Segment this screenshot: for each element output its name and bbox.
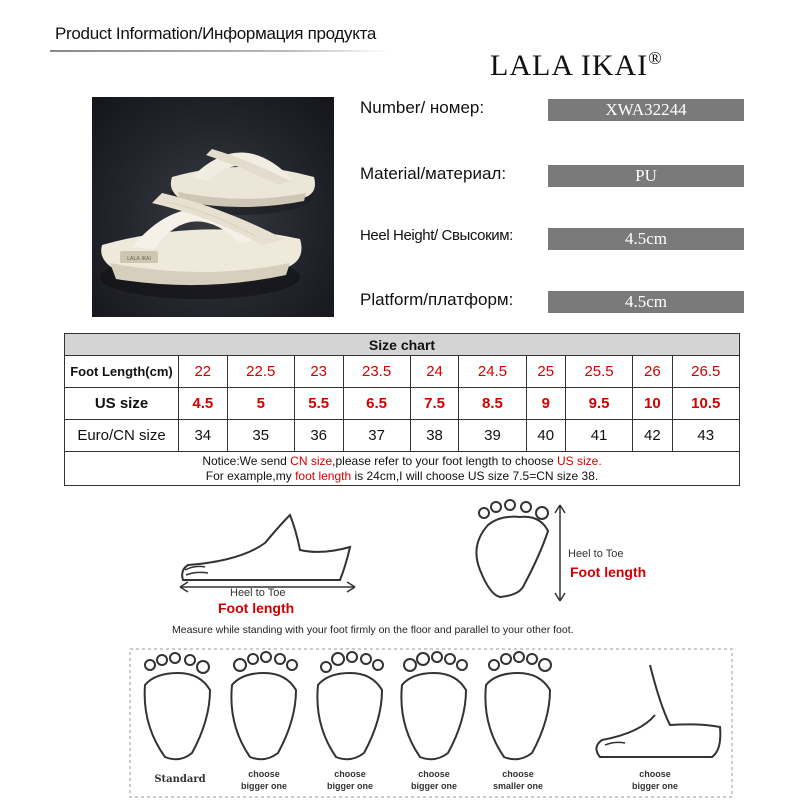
label-standard: Standard — [154, 774, 206, 785]
size-notice — [65, 452, 740, 486]
notice-highlight: foot length — [295, 469, 352, 483]
spec-material-label: Material/материал: — [360, 164, 507, 183]
notice-highlight: US size. — [556, 454, 602, 468]
brand-logo — [490, 48, 663, 83]
notice-highlight: CN size — [290, 454, 333, 468]
notice-text: Notice:We send — [202, 454, 291, 468]
registered-mark: ® — [648, 48, 663, 68]
measure-note: Measure while standing with your foot firmly on the floor and parallel to your other foot. — [172, 624, 574, 636]
foot-length-cell: 23.5 — [343, 356, 410, 388]
label-shape-1-b: bigger one — [240, 781, 288, 791]
notice-line-1 — [65, 454, 739, 469]
brand-name: LALA IKAI — [490, 49, 649, 82]
euro-size-cell: 34 — [179, 420, 228, 452]
spec-number-label: Number/ номер: — [360, 98, 485, 117]
spec-platform-value: 4.5cm — [548, 291, 744, 313]
measurement-guide — [0, 495, 800, 800]
notice-line-2 — [65, 469, 739, 484]
us-size-cell: 4.5 — [179, 388, 228, 420]
foot-length-cell: 23 — [294, 356, 343, 388]
euro-size-cell: 41 — [565, 420, 632, 452]
euro-size-cell: 40 — [526, 420, 565, 452]
label-shape-1-a: choose — [248, 769, 280, 779]
side-foot-length: Foot length — [218, 600, 295, 616]
us-size-cell: 8.5 — [459, 388, 526, 420]
foot-length-cell: 22.5 — [227, 356, 294, 388]
label-shape-5-b: bigger one — [631, 781, 679, 791]
foot-shape-3 — [317, 652, 383, 759]
foot-shape-standard — [145, 653, 210, 759]
size-chart-title: Size chart — [65, 334, 740, 356]
label-shape-5-a: choose — [639, 769, 671, 779]
foot-length-cell: 22 — [179, 356, 228, 388]
foot-shape-4 — [401, 652, 467, 759]
header-title: Product Information/Информация продукта — [55, 24, 377, 43]
us-size-cell: 5 — [227, 388, 294, 420]
foot-length-label: Foot Length(cm) — [65, 356, 179, 388]
spec-heel-height-value: 4.5cm — [548, 228, 744, 250]
product-photo — [92, 97, 334, 317]
euro-size-cell: 37 — [343, 420, 410, 452]
foot-length-cell: 25 — [526, 356, 565, 388]
us-size-cell: 10 — [633, 388, 672, 420]
label-shape-3-b: bigger one — [410, 781, 458, 791]
foot-length-row — [65, 356, 740, 388]
notice-text: ,please refer to your foot length to choose — [332, 454, 557, 468]
foot-length-cell: 26.5 — [672, 356, 739, 388]
us-size-cell: 5.5 — [294, 388, 343, 420]
spec-number-value: XWA32244 — [548, 99, 744, 121]
top-heel-to-toe: Heel to Toe — [568, 548, 624, 560]
euro-size-row — [65, 420, 740, 452]
euro-size-cell: 36 — [294, 420, 343, 452]
foot-shape-side-toe — [596, 665, 720, 757]
spec-heel-height-label: Heel Height/ Свысоким: — [360, 227, 513, 244]
header-underline — [50, 50, 390, 52]
foot-shape-5 — [485, 652, 551, 759]
us-size-cell: 6.5 — [343, 388, 410, 420]
side-heel-to-toe: Heel to Toe — [230, 587, 286, 599]
spec-material-value: PU — [548, 165, 744, 187]
label-shape-2-a: choose — [334, 769, 366, 779]
us-size-cell: 7.5 — [410, 388, 459, 420]
foot-length-cell: 26 — [633, 356, 672, 388]
sandal-illustration — [92, 97, 334, 317]
label-shape-4-b: smaller one — [492, 781, 544, 791]
us-size-cell: 10.5 — [672, 388, 739, 420]
top-foot-length: Foot length — [570, 564, 647, 580]
euro-size-label: Euro/CN size — [65, 420, 179, 452]
notice-text: is 24cm,I will choose US size 7.5=CN size 38. — [351, 469, 599, 483]
notice-text: For example,my — [205, 469, 296, 483]
label-shape-2-b: bigger one — [326, 781, 374, 791]
size-chart-table — [64, 333, 740, 486]
us-size-cell: 9 — [526, 388, 565, 420]
foot-length-cell: 24 — [410, 356, 459, 388]
euro-size-cell: 38 — [410, 420, 459, 452]
euro-size-cell: 42 — [633, 420, 672, 452]
euro-size-cell: 43 — [672, 420, 739, 452]
euro-size-cell: 35 — [227, 420, 294, 452]
label-shape-3-a: choose — [418, 769, 450, 779]
foot-length-cell: 24.5 — [459, 356, 526, 388]
euro-size-cell: 39 — [459, 420, 526, 452]
foot-shape-2 — [231, 652, 297, 759]
top-foot-drawing — [476, 500, 565, 601]
foot-length-cell: 25.5 — [565, 356, 632, 388]
label-shape-4-a: choose — [502, 769, 534, 779]
us-size-label: US size — [65, 388, 179, 420]
us-size-cell: 9.5 — [565, 388, 632, 420]
foot-shapes — [145, 652, 721, 759]
us-size-row — [65, 388, 740, 420]
insole-imprint: LALA IKAI — [127, 256, 151, 262]
spec-platform-label: Platform/платформ: — [360, 290, 514, 309]
side-foot-drawing — [180, 515, 355, 592]
